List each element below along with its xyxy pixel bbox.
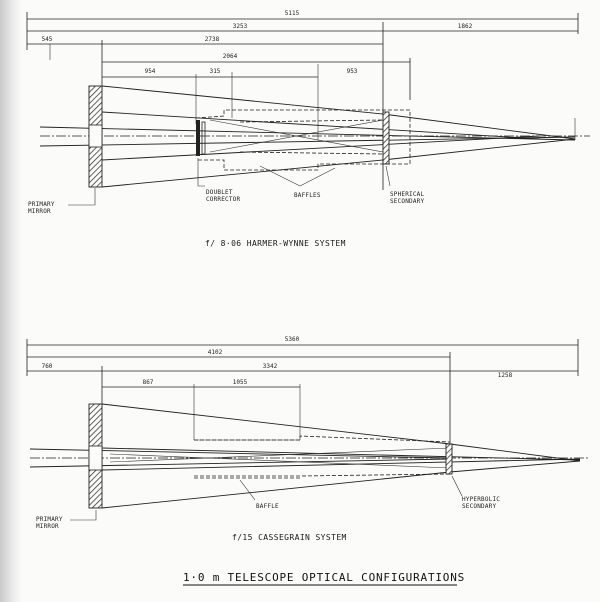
harmer-wynne-dimension-lines xyxy=(27,12,578,190)
corrector-label-line1: DOUBLET xyxy=(206,189,233,196)
dim-545: 545 xyxy=(41,36,53,43)
cassegrain-leaders xyxy=(70,476,462,520)
baffle-label: BAFFLE xyxy=(256,503,279,510)
dim-2064: 2064 xyxy=(222,53,238,60)
dim-867: 867 xyxy=(142,379,154,386)
dim-5115: 5115 xyxy=(284,10,300,17)
cass-primary-label-line2: MIRROR xyxy=(36,523,59,530)
dim-2738: 2738 xyxy=(204,36,220,43)
harmer-wynne-diagram xyxy=(27,10,590,248)
harmer-wynne-ray-paths xyxy=(40,86,575,187)
cassegrain-ray-paths xyxy=(30,404,580,508)
hyperbolic-secondary-label-line1: HYPERBOLIC xyxy=(462,496,501,503)
dim-1258: 1258 xyxy=(497,372,513,379)
doublet-corrector xyxy=(196,120,205,156)
spherical-secondary-label-line1: SPHERICAL xyxy=(390,191,425,198)
cassegrain-diagram xyxy=(27,336,590,542)
spherical-secondary-mirror xyxy=(383,112,389,164)
hyperbolic-secondary-label-line2: SECONDARY xyxy=(462,503,497,510)
hyperbolic-secondary-mirror xyxy=(446,444,452,474)
dim-1862: 1862 xyxy=(457,23,473,30)
cassegrain-caption: f/15 CASSEGRAIN SYSTEM xyxy=(232,533,347,542)
dim-5360: 5360 xyxy=(284,336,300,343)
figure-title: 1·0 m TELESCOPE OPTICAL CONFIGURATIONS xyxy=(183,571,466,584)
dim-760: 760 xyxy=(41,363,53,370)
dim-315: 315 xyxy=(209,68,221,75)
dim-3342: 3342 xyxy=(262,363,278,370)
dim-953: 953 xyxy=(346,68,358,75)
hw-primary-label-line2: MIRROR xyxy=(28,208,51,215)
cassegrain-dimension-lines xyxy=(27,339,578,448)
cass-primary-label-line1: PRIMARY xyxy=(36,516,63,523)
dim-3253: 3253 xyxy=(232,23,248,30)
dim-4102: 4102 xyxy=(207,349,223,356)
corrector-label-line2: CORRECTOR xyxy=(206,196,241,203)
spherical-secondary-label-line2: SECONDARY xyxy=(390,198,425,205)
dim-1055: 1055 xyxy=(232,379,248,386)
harmer-wynne-caption: f/ 8·06 HARMER-WYNNE SYSTEM xyxy=(205,239,346,248)
hw-primary-label-line1: PRIMARY xyxy=(28,201,55,208)
dim-954: 954 xyxy=(144,68,156,75)
baffles-label: BAFFLES xyxy=(294,192,321,199)
